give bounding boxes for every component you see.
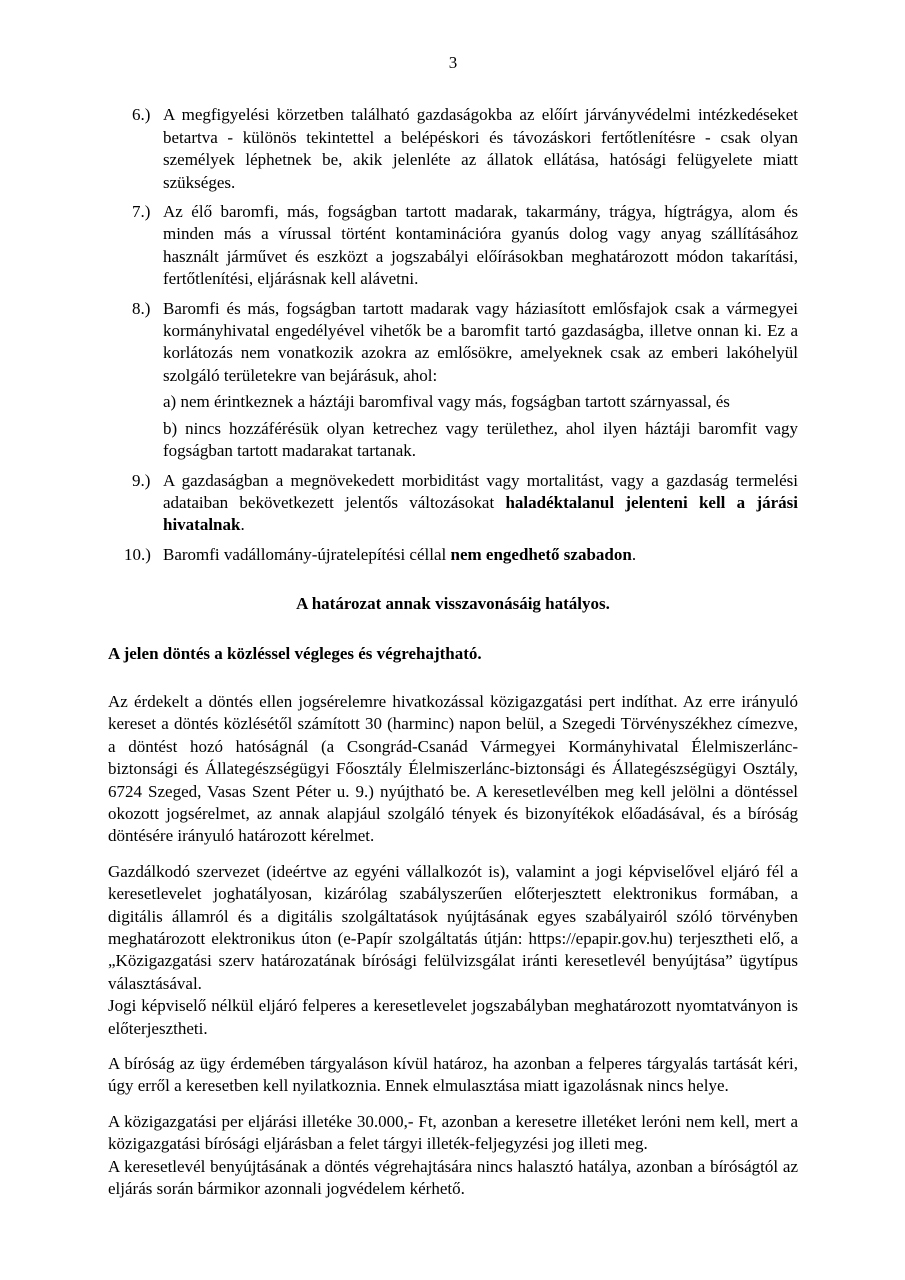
list-item-9-bold-text: haladéktalanul jelenteni kell a járási hivatalnak <box>163 492 798 535</box>
list-item-9-tail: . <box>240 515 245 535</box>
paragraph-court-fee: A közigazgatási per eljárási illetéke 30.000,- Ft, azonban a keresetre illetéket leróni nem kell, mert a közigazgatási bírósági eljárásban a felet tárgyi illeték-feljegyzési jog illeti meg. <box>108 1111 798 1154</box>
list-item-10 <box>108 544 798 566</box>
list-item-8-text: Baromfi és más, fogságban tartott madarak vagy háziasított emlősfajok csak a vármegyei kormányhivatal engedélyével vihetők be a baromfit tartó gazdaságba, illetve onnan ki. Ez a korlátozás nem vonatkozik azokra az emlősökre, amelyeknek csak az emberi lakóhelyül szolgáló területekre van bejárásuk, ahol: <box>163 298 798 385</box>
list-item-6-text: A megfigyelési körzetben található gazdaságokba az előírt járványvédelmi intézkedéseket betartva - különös tekintettel a belépéskori és távozáskori fertőtlenítésre - csak olyan személyek léphetnek be, akik jelenléte az állatok ellátása, hatósági felügyelete miatt szükséges. <box>163 105 798 192</box>
paragraph-legal-remedy: Az érdekelt a döntés ellen jogsérelemre hivatkozással közigazgatási pert indíthat. Az erre irányuló kereset a döntés közlésétől számított 30 (harminc) napon belül, a Szegedi Törvényszékhez címezve, a döntést hozó hatóságnál (a Csongrád-Csanád Vármegyei Kormányhivatal Élelmiszerlánc-biztonsági és Állategészségügyi Főosztály Élelmiszerlánc-biztonsági és Állategészségügyi Osztály, 6724 Szeged, Vasas Szent Péter u. 9.) nyújtható be. A keresetlevélben meg kell jelölni a döntéssel okozott jogsérelmet, az annak alapjául szolgáló tények és bizonyítékok előadásával, és a bíróság döntésére irányuló határozott kérelmet. <box>108 691 798 846</box>
list-item-10-bold-text: nem engedhető szabadon <box>450 544 632 564</box>
list-item-8-sub-a: a) nem érintkeznek a háztáji baromfival vagy más, fogságban tartott szárnyassal, és <box>163 392 730 412</box>
list-item-7-marker: 7.) <box>132 202 151 222</box>
list-item-9-marker: 9.) <box>132 470 151 490</box>
finality-statement: A jelen döntés a közléssel végleges és végrehajtható. <box>108 643 482 663</box>
list-item-9-text: A gazdaságban a megnövekedett morbiditást vagy mortalitást, vagy a gazdaság termelési adataiban bekövetkezett jelentős változásokat <box>163 470 798 512</box>
list-item-6-marker: 6.) <box>132 105 151 125</box>
paragraph-no-legal-representative: Jogi képviselő nélkül eljáró felperes a keresetlevelet jogszabályban meghatározott nyomtatványon is előterjesztheti. <box>108 996 798 1038</box>
list-item-7 <box>108 201 798 291</box>
page-number: 3 <box>448 53 458 72</box>
list-item-7-text: Az élő baromfi, más, fogságban tartott madarak, takarmány, trágya, hígtrágya, alom és minden más a vírussal történt kontaminációra gyanús dolog vagy anyag szállításához használt járművet és eszközt a jogszabályi előírásokban meghatározott módon takarítási, fertőtlenítési, eljárásnak kell alávetni. <box>163 202 798 289</box>
list-item-8 <box>108 298 798 388</box>
list-item-6 <box>108 104 798 194</box>
list-item-8-marker: 8.) <box>132 298 151 318</box>
validity-statement: A határozat annak visszavonásáig hatályos. <box>296 594 610 614</box>
list-item-10-text: Baromfi vadállomány-újratelepítési céllal <box>163 544 451 564</box>
paragraph-court-hearing: A bíróság az ügy érdemében tárgyaláson kívül határoz, ha azonban a felperes tárgyalás tartását kéri, úgy erről a keresetben kell nyilatkoznia. Ennek elmulasztása miatt igazolásnak nincs helye. <box>108 1054 798 1096</box>
list-item-8-sub-b: b) nincs hozzáférésük olyan ketrechez vagy területhez, ahol ilyen háztáji baromfit vagy fogságban tartott madarakat tartanak. <box>163 418 798 461</box>
list-item-10-marker: 10.) <box>124 544 151 564</box>
list-item-10-tail: . <box>631 544 637 564</box>
paragraph-electronic-filing: Gazdálkodó szervezet (ideértve az egyéni vállalkozót is), valamint a jogi képviselővel eljáró fél a keresetlevelet joghatályosan, kizárólag szabályszerűen előterjesztett elektronikus formában, a digitális államról és a digitális szolgáltatások nyújtásának egyes szabályairól szóló törvényben meghatározott elektronikus úton (e-Papír szolgáltatás útján: https://epapir.gov.hu) terjesztheti elő, a „Közigazgatási szerv határozatának bírósági felülvizsgálat iránti keresetlevél benyújtása” ügytípus választásával. <box>108 861 798 993</box>
list-item-9 <box>108 470 798 537</box>
paragraph-suspensive-effect: A keresetlevél benyújtásának a döntés végrehajtására nincs halasztó hatálya, azonban a bíróságtól az eljárás során bármikor azonnali jogvédelem kérhető. <box>108 1156 798 1199</box>
